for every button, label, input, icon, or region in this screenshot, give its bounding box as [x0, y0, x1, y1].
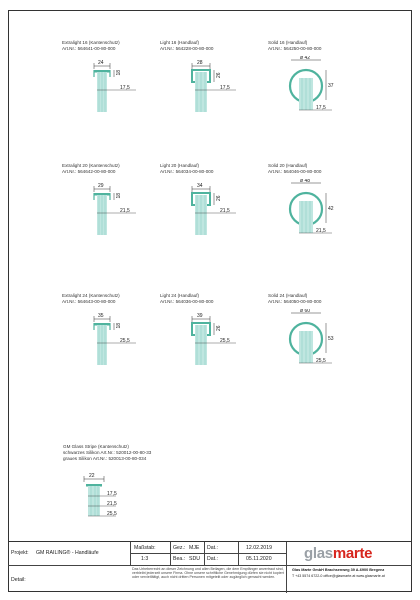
profile-height: 42 — [328, 206, 334, 212]
solid-profile-drawing — [276, 56, 356, 136]
stripe-d1: 17,5 — [107, 491, 117, 497]
company-contact: T +43 5574 6722-0 office@glasmarte.at www.glasmarte.at — [292, 574, 385, 578]
bea-value: SDU — [189, 556, 200, 562]
massstab-label: Maßstab: — [134, 545, 156, 551]
solid-profile-drawing — [276, 179, 356, 259]
profile-depth: 21,5 — [220, 208, 230, 214]
profile-width: 35 — [98, 313, 104, 319]
profile-height: 26 — [216, 72, 222, 78]
profile-width: 34 — [197, 183, 203, 189]
stripe-d3: 25,5 — [107, 511, 117, 517]
profile-width: 28 — [197, 60, 203, 66]
copyright-note: Das Urheberrecht an dieser Zeichnung und allen Beilagen, die dem Empfänger anvertraut sind, verbleibt jederzeit unsere Firma. Ohne unsere schriftliche Genehmigung dürfen sie nicht kopiert oder vervielfältigt, auch nicht dritten Personen mitgeteilt oder zugänglich gemacht werden. — [132, 567, 284, 580]
profile-height: 26 — [216, 325, 222, 331]
profile-name: Extralight 16 (Kantenschutz) — [62, 40, 120, 45]
profile-title-block — [62, 293, 120, 305]
profile-name: Light 16 (Handlauf) — [160, 40, 200, 45]
date-created: 12.02.2019 — [246, 545, 272, 551]
solid-profile-drawing — [276, 309, 356, 389]
profile-article-number: Art.Nr.: 564046-00-80-000 — [268, 169, 322, 174]
profile-depth: 17,5 — [220, 85, 230, 91]
title-block — [8, 541, 412, 592]
gez-value: MJE — [189, 545, 200, 551]
profile-article-number: Art.Nr.: 564036-00-80-000 — [160, 299, 214, 304]
profile-depth: 17,5 — [316, 105, 326, 111]
stripe-title-block — [63, 444, 151, 462]
profile-title-block — [62, 163, 120, 175]
profile-width: ø 48 — [300, 179, 311, 184]
light-profile-drawing — [168, 56, 248, 136]
dat-label-2: Dat.: — [207, 556, 218, 562]
date-revised: 05.11.2020 — [246, 556, 272, 562]
profile-name: Solid 20 (Handlauf) — [268, 163, 308, 168]
stripe-drawing — [70, 465, 130, 525]
profile-title-block — [160, 40, 213, 52]
profile-article-number: Art.Nr.: 564641-00-80-000 — [62, 46, 116, 51]
stripe-line1: schwarzes Silikon Art.Nr.: 520012-00-80-33 — [63, 450, 152, 455]
stripe-line2: graues Silikon Art.Nr.: 520013-00-80-034 — [63, 456, 147, 461]
profile-width: 24 — [98, 60, 104, 66]
profile-height: 37 — [328, 83, 334, 89]
profile-width: ø 42 — [300, 56, 311, 61]
profile-height: 18 — [116, 192, 122, 199]
profile-depth: 25,5 — [316, 358, 326, 364]
profile-article-number: Art.Nr.: 564642-00-80-000 — [62, 169, 116, 174]
profile-depth: 21,5 — [316, 228, 326, 234]
bea-label: Bea.: — [173, 556, 186, 562]
profile-article-number: Art.Nr.: 564228-00-80-000 — [160, 46, 214, 51]
profile-title-block — [268, 40, 321, 52]
detail-label: Detail: — [11, 577, 26, 583]
light-profile-drawing — [168, 179, 248, 259]
profile-width: ø 60 — [300, 309, 311, 314]
stripe-width: 22 — [89, 473, 95, 479]
profile-height: 18 — [116, 69, 122, 76]
profile-title-block — [160, 163, 213, 175]
profile-depth: 17,5 — [120, 85, 130, 91]
gez-label: Gez.: — [173, 545, 186, 551]
profile-depth: 25,5 — [220, 338, 230, 344]
light-profile-drawing — [168, 309, 248, 389]
stripe-d2: 21,5 — [107, 501, 117, 507]
profile-title-block — [160, 293, 213, 305]
company-address: Glas Marte GmbH Brachsenweg 39 A-6900 Bregenz — [292, 568, 385, 572]
profile-article-number: Art.Nr.: 564034-00-80-000 — [160, 169, 214, 174]
profile-name: Solid 24 (Handlauf) — [268, 293, 308, 298]
massstab-value: 1:3 — [141, 556, 149, 562]
profile-name: Extralight 20 (Kantenschutz) — [62, 163, 120, 168]
profile-width: 29 — [98, 183, 104, 189]
projekt-value: GM RAILING® - Handläufe — [36, 550, 99, 556]
profile-name: Extralight 24 (Kantenschutz) — [62, 293, 120, 298]
projekt-label: Projekt: — [11, 550, 29, 556]
profile-article-number: Art.Nr.: 564050-00-80-000 — [268, 299, 322, 304]
profile-title-block — [268, 163, 321, 175]
profile-name: Light 20 (Handlauf) — [160, 163, 200, 168]
profile-width: 39 — [197, 313, 203, 319]
profile-depth: 25,5 — [120, 338, 130, 344]
extralight-profile-drawing — [70, 179, 150, 259]
profile-depth: 21,5 — [120, 208, 130, 214]
profile-name: Light 24 (Handlauf) — [160, 293, 200, 298]
profile-name: Solid 16 (Handlauf) — [268, 40, 308, 45]
extralight-profile-drawing — [70, 309, 150, 389]
dat-label-1: Dat.: — [207, 545, 218, 551]
profile-height: 18 — [116, 322, 122, 329]
profile-title-block — [268, 293, 321, 305]
glasmarte-logo: glasmarte — [304, 545, 373, 562]
profile-article-number: Art.Nr.: 564643-00-80-000 — [62, 299, 116, 304]
extralight-profile-drawing — [70, 56, 150, 136]
stripe-title: GM Glass Stripe (Kantenschutz) — [63, 444, 129, 449]
profile-article-number: Art.Nr.: 564250-00-80-000 — [268, 46, 322, 51]
profile-height: 53 — [328, 336, 334, 342]
profile-height: 26 — [216, 195, 222, 201]
profile-title-block — [62, 40, 120, 52]
